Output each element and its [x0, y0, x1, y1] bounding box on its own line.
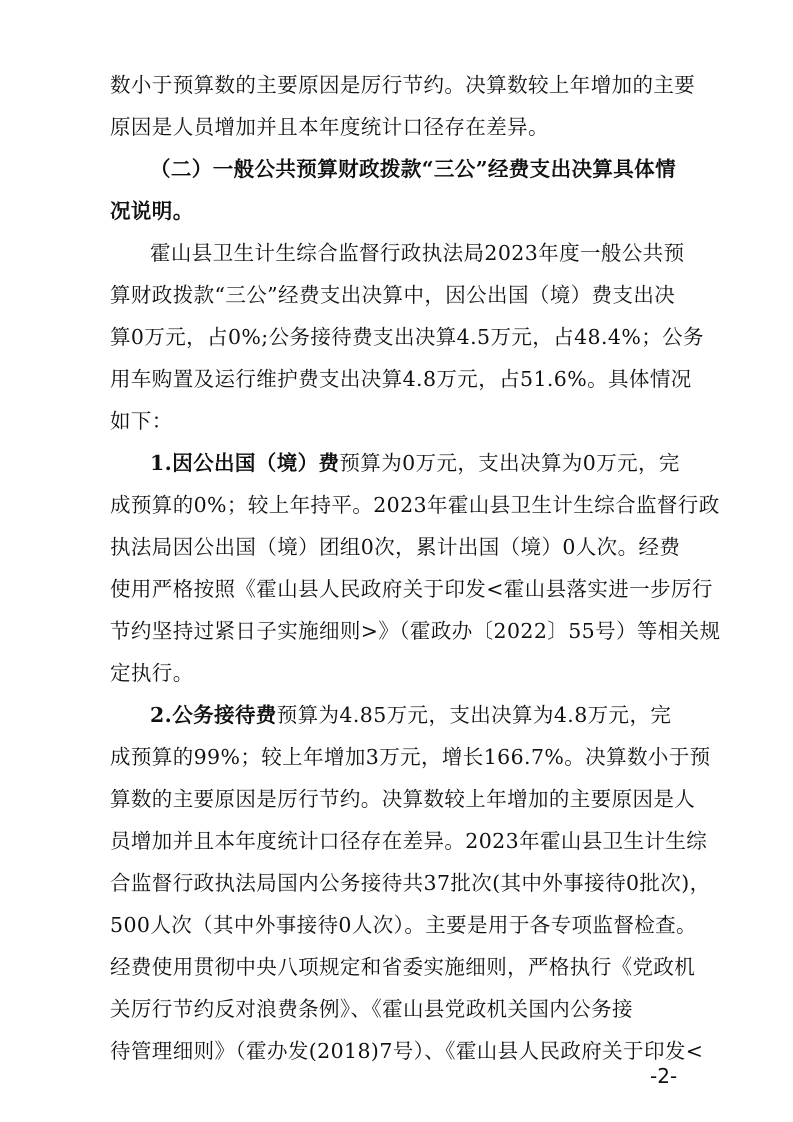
item-1-title: 1.因公出国（境）费: [150, 451, 340, 475]
item-2-line: [150, 700, 690, 730]
item-2-text: 预算为4.85万元，支出决算为4.8万元，完: [276, 703, 672, 727]
body-line: 原因是人员增加并且本年度统计口径存在差异。: [110, 115, 549, 139]
body-line: 数小于预算数的主要原因是厉行节约。决算数较上年增加的主要: [110, 73, 696, 97]
body-line: 待管理细则》（霍办发(2018)7号）、《霍山县人民政府关于印发<: [110, 1039, 704, 1063]
body-line: 节约坚持过紧日子实施细则>》（霍政办〔2022〕55号）等相关规: [110, 619, 721, 643]
body-line: 员增加并且本年度统计口径存在差异。2023年霍山县卫生计生综: [110, 829, 708, 853]
body-line: 算财政拨款“三公”经费支出决算中，因公出国（境）费支出决: [110, 283, 676, 307]
page-number: -2-: [650, 1064, 678, 1088]
body-line: 合监督行政执法局国内公务接待共37批次(其中外事接待0批次)，: [110, 871, 711, 895]
body-line: 关厉行节约反对浪费条例》、《霍山县党政机关国内公务接: [110, 997, 633, 1021]
item-1-line: [150, 448, 690, 478]
body-line: 用车购置及运行维护费支出决算4.8万元，占51.6%。具体情况: [110, 367, 692, 391]
body-line: 成预算的0%；较上年持平。2023年霍山县卫生计生综合监督行政: [110, 493, 720, 517]
body-line: 如下：: [110, 409, 173, 433]
item-1-text: 预算为0万元，支出决算为0万元，完: [339, 451, 680, 475]
body-line: 成预算的99%；较上年增加3万元，增长166.7%。决算数小于预: [110, 745, 711, 769]
section-heading: （二）一般公共预算财政拨款“三公”经费支出决算具体情: [150, 157, 676, 181]
section-heading-continued: 况说明。: [110, 199, 194, 223]
body-line: 经费使用贯彻中央八项规定和省委实施细则，严格执行《党政机: [110, 955, 696, 979]
item-2-title: 2.公务接待费: [150, 703, 277, 727]
body-line: 执法局因公出国（境）团组0次，累计出国（境）0人次。经费: [110, 535, 681, 559]
body-line: 霍山县卫生计生综合监督行政执法局2023年度一般公共预: [150, 241, 685, 265]
body-line: 定执行。: [110, 661, 194, 685]
body-line: 算0万元，占0%;公务接待费支出决算4.5万元，占48.4%；公务: [110, 325, 704, 349]
body-line: 500人次（其中外事接待0人次）。主要是用于各专项监督检查。: [110, 913, 697, 937]
body-line: 算数的主要原因是厉行节约。决算数较上年增加的主要原因是人: [110, 787, 696, 811]
body-line: 使用严格按照《霍山县人民政府关于印发<霍山县落实进一步厉行: [110, 577, 713, 601]
